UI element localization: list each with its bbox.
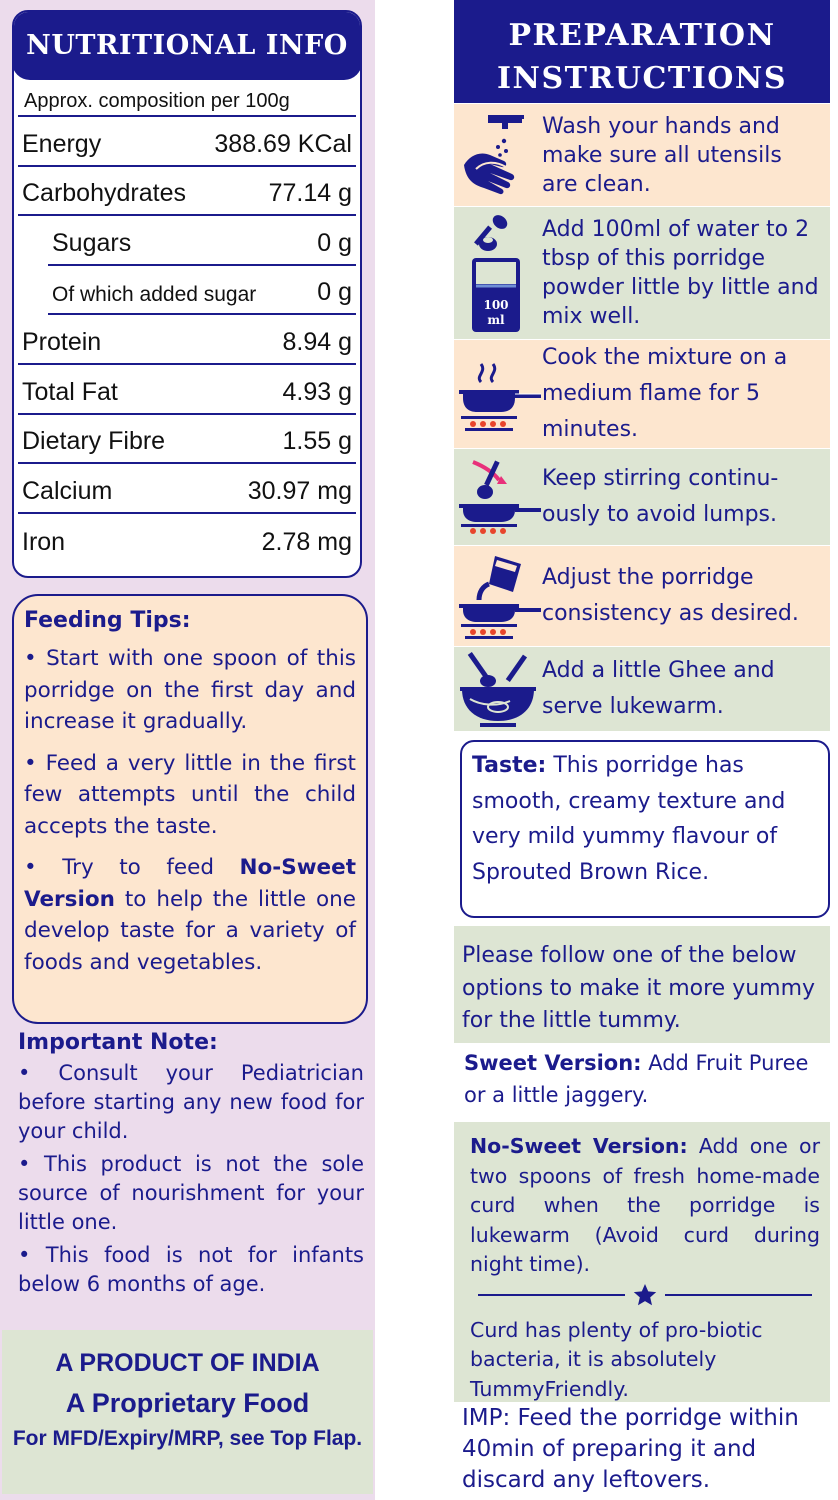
feeding-tip: • Start with one spoon of this porridge on the first day and increase it gradually. bbox=[24, 646, 356, 734]
no-sweet-version-text: Add one or two spoons of fresh home-made curd when the porridge is lukewarm (Avoid curd during night time). bbox=[470, 1134, 820, 1276]
serve-bowl-icon bbox=[454, 647, 542, 731]
prep-step-text: Add 100ml of water to 2 tbsp of this porridge powder little by little and mix well. bbox=[542, 217, 819, 329]
prep-step-1 bbox=[454, 104, 830, 206]
nutrition-row-sugars bbox=[48, 216, 356, 266]
nutrition-header bbox=[12, 10, 362, 80]
nutrition-row-carbohydrates bbox=[18, 167, 356, 217]
prep-step-text: Keep stirring continu-ously to avoid lumps. bbox=[542, 466, 779, 527]
prep-step-text: Add a little Ghee and serve lukewarm. bbox=[542, 658, 775, 719]
nutrient-label: Of which added sugar bbox=[52, 283, 257, 307]
product-origin: A PRODUCT OF INDIA bbox=[55, 1349, 320, 1377]
nutrient-value: 2.78 mg bbox=[261, 528, 352, 557]
prep-step-text: Wash your hands and make sure all utensils are clean. bbox=[542, 113, 782, 197]
cooking-pan-icon bbox=[454, 340, 542, 448]
prep-step-6 bbox=[454, 647, 830, 731]
taste-text: This porridge has smooth, creamy texture and very mild yummy flavour of Sprouted Brown Rice. bbox=[472, 753, 786, 885]
measure-water-icon bbox=[454, 207, 542, 339]
no-sweet-version-box bbox=[454, 1122, 830, 1402]
sweet-version-box bbox=[454, 1043, 830, 1120]
nutrient-value: 388.69 KCal bbox=[214, 129, 352, 158]
nutrition-table bbox=[12, 10, 362, 578]
nutrition-row-total-fat bbox=[18, 365, 356, 415]
product-category: A Proprietary Food bbox=[65, 1388, 310, 1418]
stirring-pan-icon bbox=[454, 449, 542, 545]
nutrient-value: 0 g bbox=[317, 278, 352, 307]
taste-label: Taste: bbox=[472, 753, 547, 778]
nutrient-value: 0 g bbox=[317, 228, 352, 257]
nutrition-row-iron bbox=[18, 514, 356, 564]
feeding-tip: • Feed a very little in the first few attempts until the child accepts the taste. bbox=[24, 750, 356, 839]
divider-line bbox=[478, 1294, 625, 1296]
important-note-heading: Important Note: bbox=[18, 1030, 218, 1055]
hand-wash-icon bbox=[454, 104, 542, 206]
taste-description bbox=[472, 748, 818, 890]
prep-step-3 bbox=[454, 340, 830, 448]
nutrition-title: NUTRITIONAL INFO bbox=[26, 29, 348, 61]
nutrient-label: Energy bbox=[22, 129, 102, 158]
important-note bbox=[18, 1030, 364, 1299]
no-sweet-version-label: No-Sweet Version: bbox=[470, 1134, 688, 1158]
preparation-header bbox=[454, 0, 830, 103]
nutrition-row-calcium bbox=[18, 464, 356, 514]
note-item: • This product is not the sole source of nourishment for your little one. bbox=[18, 1152, 364, 1234]
nutrient-label: Carbohydrates bbox=[22, 179, 186, 208]
product-expiry-note: For MFD/Expiry/MRP, see Top Flap. bbox=[12, 1427, 363, 1450]
nutrient-label: Dietary Fibre bbox=[22, 427, 166, 456]
feeding-tips-box bbox=[12, 594, 368, 1024]
options-intro-box bbox=[454, 926, 830, 1043]
taste-box bbox=[460, 740, 830, 918]
cup-unit-label: ml bbox=[487, 313, 505, 327]
nutrition-row-energy bbox=[18, 117, 356, 167]
no-sweet-version bbox=[470, 1132, 820, 1280]
prep-step-text: Adjust the porridge consistency as desired. bbox=[542, 565, 799, 626]
sweet-version-text: Add Fruit Puree or a little jaggery. bbox=[464, 1051, 809, 1107]
nutrient-label: Iron bbox=[22, 528, 66, 557]
feeding-tips-heading: Feeding Tips: bbox=[24, 608, 191, 633]
nutrition-row-dietary-fibre bbox=[18, 415, 356, 465]
divider-line bbox=[665, 1294, 812, 1296]
pour-pan-icon bbox=[454, 546, 542, 646]
preparation-title: PREPARATION bbox=[508, 18, 776, 53]
nutrient-value: 1.55 g bbox=[282, 427, 352, 456]
sweet-version-label: Sweet Version: bbox=[464, 1051, 642, 1075]
feeding-tip-text: to help the little one develop taste for a variety of foods and vegetables. bbox=[24, 886, 356, 975]
curd-note: Curd has plenty of pro-biotic bacteria, it is absolutely TummyFriendly. bbox=[470, 1317, 763, 1401]
imp-text: IMP: Feed the porridge within 40min of preparing it and discard any leftovers. bbox=[462, 1405, 799, 1493]
nutrient-value: 4.93 g bbox=[282, 377, 352, 406]
prep-step-2 bbox=[454, 207, 830, 339]
product-origin-box bbox=[2, 1330, 373, 1494]
prep-step-4 bbox=[454, 449, 830, 545]
prep-step-text: Cook the mixture on a medium flame for 5 minutes. bbox=[542, 345, 788, 442]
star-divider bbox=[470, 1282, 820, 1308]
nutrition-row-protein bbox=[18, 315, 356, 365]
nutrient-value: 30.97 mg bbox=[247, 476, 352, 505]
preparation-title: INSTRUCTIONS bbox=[497, 61, 787, 96]
feeding-tip bbox=[24, 852, 356, 978]
nutrient-value: 77.14 g bbox=[268, 179, 352, 208]
no-sweet-emphasis: No-Sweet Version bbox=[24, 855, 356, 912]
note-item: • This food is not for infants below 6 months of age. bbox=[18, 1243, 364, 1296]
nutrient-label: Calcium bbox=[22, 476, 113, 505]
feeding-tip-text: • Try to feed bbox=[24, 855, 240, 880]
nutrient-label: Sugars bbox=[52, 228, 132, 257]
nutrition-row-added-sugar bbox=[48, 266, 356, 316]
cup-volume-label: 100 bbox=[483, 298, 509, 312]
sweet-version bbox=[464, 1047, 820, 1111]
star-icon bbox=[633, 1283, 657, 1307]
options-intro: Please follow one of the below options to make it more yummy for the little tummy. bbox=[462, 943, 816, 1033]
nutrient-label: Total Fat bbox=[22, 377, 118, 406]
important-feeding-note bbox=[462, 1403, 832, 1496]
nutrient-label: Protein bbox=[22, 327, 102, 356]
nutrition-subtitle: Approx. composition per 100g bbox=[18, 80, 356, 117]
note-item: • Consult your Pediatrician before starting any new food for your child. bbox=[18, 1061, 364, 1143]
prep-step-5 bbox=[454, 546, 830, 646]
left-panel bbox=[0, 0, 375, 1500]
nutrient-value: 8.94 g bbox=[282, 327, 352, 356]
